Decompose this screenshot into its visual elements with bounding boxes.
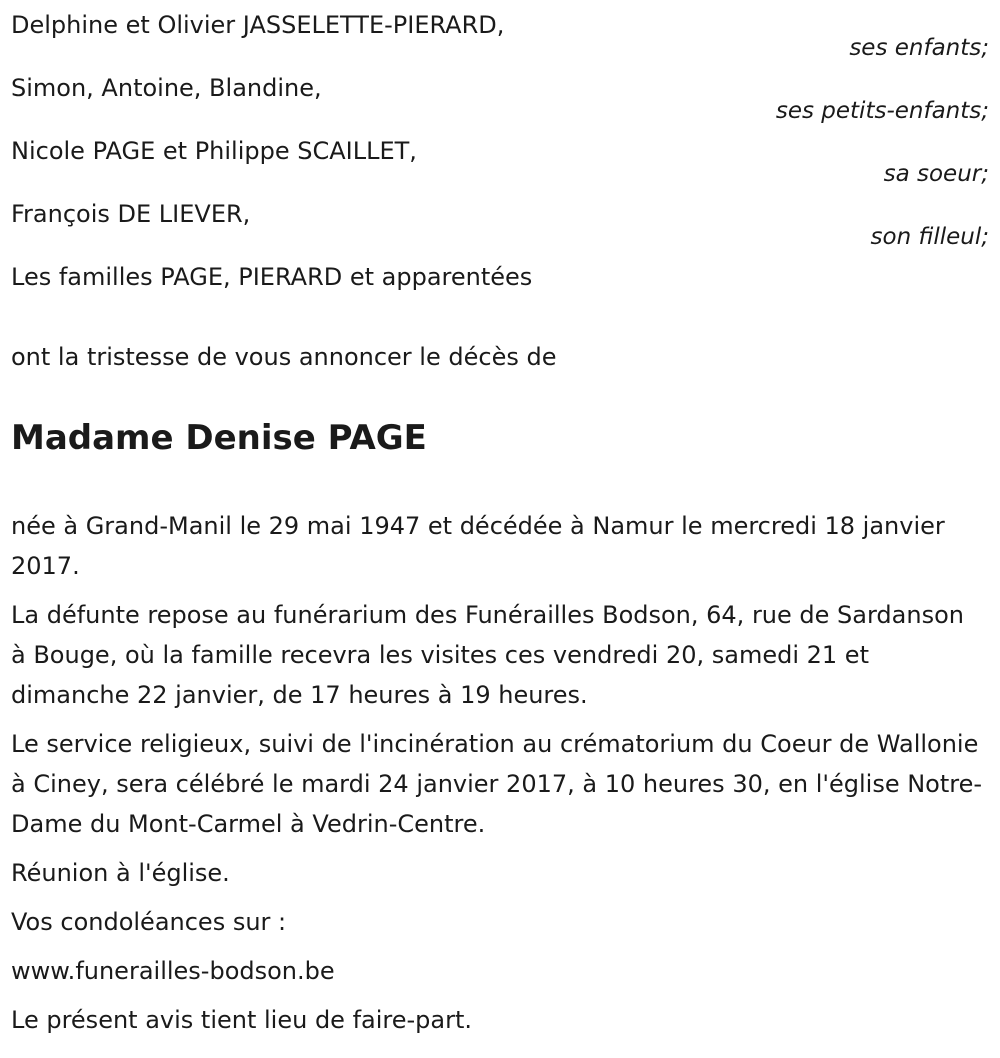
- family-role: ses enfants;: [849, 35, 989, 61]
- condolences-paragraph: Vos condoléances sur :: [11, 908, 287, 936]
- family-name: François DE LIEVER,: [11, 200, 251, 228]
- funerarium-paragraph: La défunte repose au funérarium des Funérailles Bodson, 64, rue de Sardanson à Bouge, où la famille recevra les visites ces vendredi 20, samedi 21 et dimanche 22 janvier, de 17 heures à 19 heures.: [11, 601, 964, 709]
- family-name: Delphine et Olivier JASSELETTE-PIERARD,: [11, 11, 505, 39]
- obituary-notice: [11, 0, 989, 1034]
- condolences-website: www.funerailles-bodson.be: [11, 957, 335, 985]
- family-entry-grandchildren: [11, 63, 989, 126]
- closing-paragraph: Le présent avis tient lieu de faire-part.: [11, 1006, 473, 1034]
- deceased-name: Madame Denise PAGE: [11, 418, 427, 458]
- meeting-paragraph: Réunion à l'église.: [11, 859, 230, 887]
- family-name: Nicole PAGE et Philippe SCAILLET,: [11, 137, 417, 165]
- families-line: Les familles PAGE, PIERARD et apparentées: [11, 263, 533, 291]
- family-list: [11, 0, 989, 252]
- details-section: [11, 506, 986, 1049]
- family-name: Simon, Antoine, Blandine,: [11, 74, 322, 102]
- family-role: son filleul;: [870, 224, 989, 250]
- family-role: ses petits-enfants;: [775, 98, 989, 124]
- birth-death-paragraph: née à Grand-Manil le 29 mai 1947 et décédée à Namur le mercredi 18 janvier 2017.: [11, 512, 945, 580]
- family-role: sa soeur;: [883, 161, 989, 187]
- announcement-line: ont la tristesse de vous annoncer le décès de: [11, 343, 557, 371]
- family-entry-godson: [11, 189, 989, 252]
- service-paragraph: Le service religieux, suivi de l'incinération au crématorium du Coeur de Wallonie à Ciney, sera célébré le mardi 24 janvier 2017, à 10 heures 30, en l'église Notre-Dame du Mont-Carmel à Vedrin-Centre.: [11, 730, 983, 838]
- family-entry-sister: [11, 126, 989, 189]
- family-entry-children: [11, 0, 989, 63]
